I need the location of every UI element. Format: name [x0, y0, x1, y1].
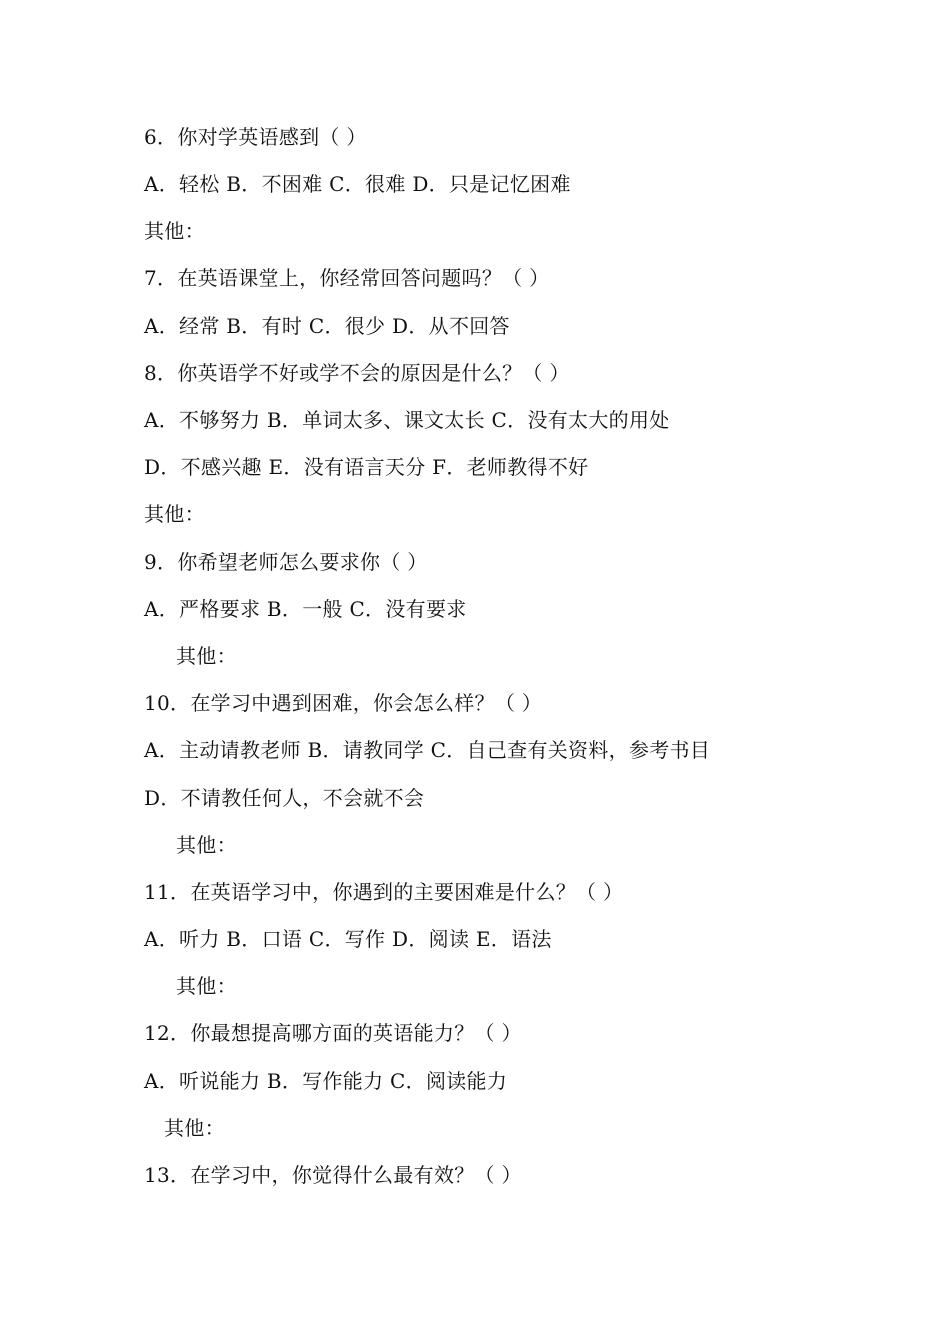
question-9-other: 其他：: [176, 644, 237, 668]
question-9-options: A．严格要求 B．一般 C．没有要求: [144, 597, 467, 621]
question-11: 11．在英语学习中，你遇到的主要困难是什么？（ ）: [144, 880, 624, 904]
question-12-options: A．听说能力 B．写作能力 C．阅读能力: [144, 1069, 508, 1093]
question-7-options: A．经常 B．有时 C．很少 D．从不回答: [144, 314, 510, 338]
question-6-options: A．轻松 B．不困难 C．很难 D．只是记忆困难: [144, 172, 571, 196]
question-11-options: A．听力 B．口语 C．写作 D．阅读 E．语法: [144, 927, 552, 951]
question-9: 9．你希望老师怎么要求你（ ）: [144, 550, 428, 574]
question-10-options-line-1: A．主动请教老师 B．请教同学 C．自己查有关资料，参考书目: [144, 738, 711, 762]
question-12-other: 其他：: [164, 1116, 225, 1140]
question-10: 10．在学习中遇到困难，你会怎么样？（ ）: [144, 691, 543, 715]
question-10-other: 其他：: [176, 833, 237, 857]
question-8-options-line-2: D．不感兴趣 E．没有语言天分 F．老师教得不好: [144, 455, 589, 479]
question-10-options-line-2: D．不请教任何人，不会就不会: [144, 786, 425, 810]
question-6-other: 其他：: [144, 219, 205, 243]
question-8-options-line-1: A．不够努力 B．单词太多、课文太长 C．没有太大的用处: [144, 408, 670, 432]
question-12: 12．你最想提高哪方面的英语能力？（ ）: [144, 1021, 522, 1045]
question-6: 6．你对学英语感到（ ）: [144, 125, 367, 149]
question-8: 8．你英语学不好或学不会的原因是什么？（ ）: [144, 361, 570, 385]
question-11-other: 其他：: [176, 974, 237, 998]
question-13: 13．在学习中，你觉得什么最有效？（ ）: [144, 1163, 522, 1187]
question-7: 7．在英语课堂上，你经常回答问题吗？（ ）: [144, 266, 550, 290]
question-8-other: 其他：: [144, 502, 205, 526]
